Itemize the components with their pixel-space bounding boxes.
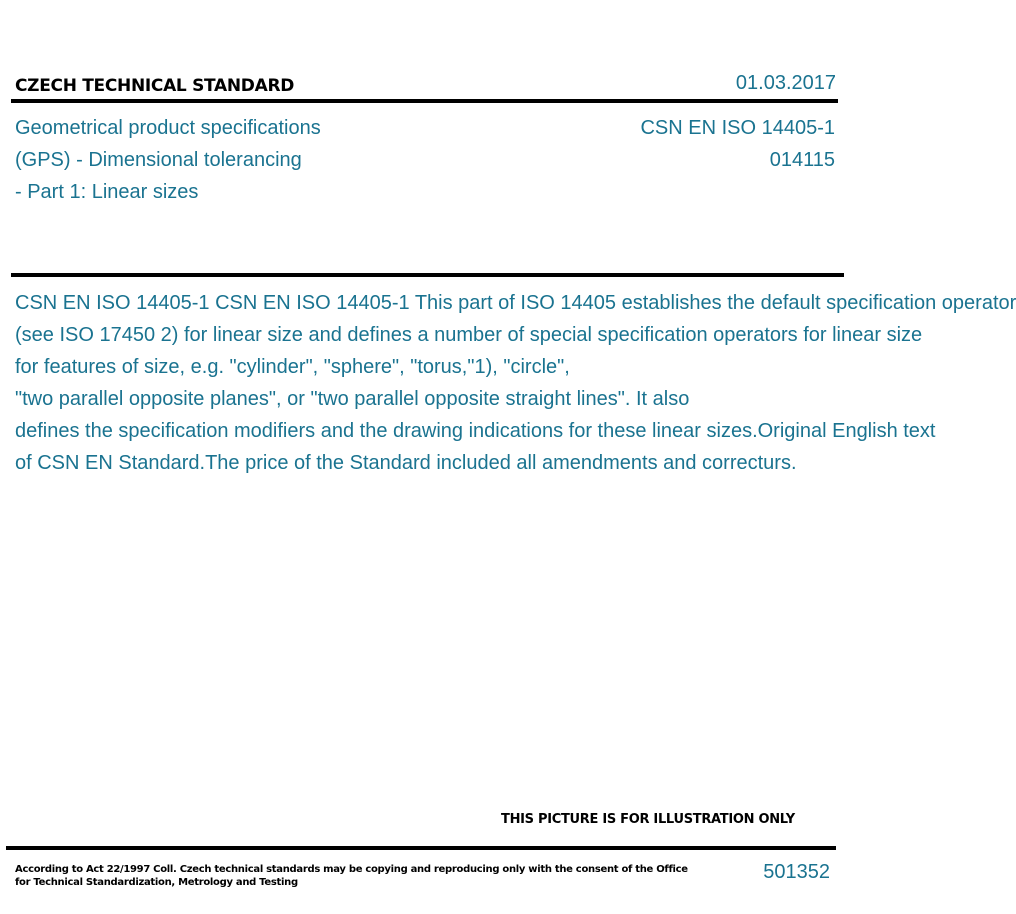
footer-rule [6,846,836,850]
standard-title-line-2: (GPS) - Dimensional tolerancing [15,149,302,171]
illustration-notice: THIS PICTURE IS FOR ILLUSTRATION ONLY [501,812,795,827]
title-rule [11,273,844,277]
publication-date: 01.03.2017 [735,72,836,94]
abstract-line-1: CSN EN ISO 14405-1 CSN EN ISO 14405-1 This part of ISO 14405 establishes the default specification operator [15,292,1016,314]
abstract-line-2: (see ISO 17450 2) for linear size and defines a number of special specification operators for linear size [15,324,923,346]
abstract-line-6: of CSN EN Standard.The price of the Standard included all amendments and correcturs. [15,452,797,474]
catalog-number: 501352 [763,861,830,883]
header-rule [11,99,838,103]
standard-title-line-3: - Part 1: Linear sizes [15,181,199,203]
legal-notice-line-2: for Technical Standardization, Metrology and Testing [15,877,298,888]
standard-code: CSN EN ISO 14405-1 [640,117,835,139]
document-type-label: CZECH TECHNICAL STANDARD [15,76,295,96]
standard-title-line-1: Geometrical product specifications [15,117,321,139]
legal-notice-line-1: According to Act 22/1997 Coll. Czech technical standards may be copying and reproducing only with the consent of the Office [15,864,688,875]
abstract-line-5: defines the specification modifiers and the drawing indications for these linear sizes.Original English text [15,420,936,442]
abstract-line-4: "two parallel opposite planes", or "two parallel opposite straight lines". It also [15,388,690,410]
classification-code: 014115 [769,149,835,171]
abstract-line-3: for features of size, e.g. "cylinder", "sphere", "torus,"1), "circle", [15,356,570,378]
